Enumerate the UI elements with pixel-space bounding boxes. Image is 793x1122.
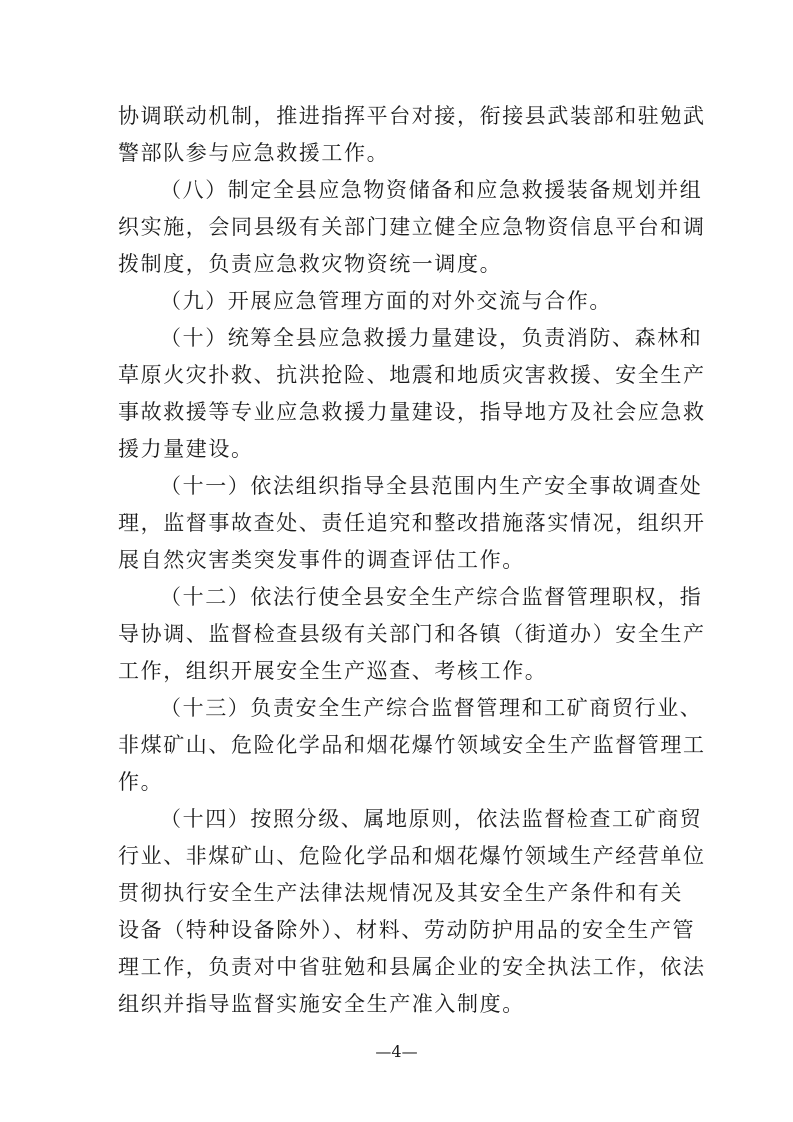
text-line: 工作，组织开展安全生产巡查、考核工作。: [118, 659, 548, 683]
text-line: 理，监督事故查处、责任追究和整改措施落实情况，组织开: [118, 511, 706, 535]
text-line: （十三）负责安全生产综合监督管理和工矿商贸行业、: [160, 696, 703, 720]
text-line: 导协调、监督检查县级有关部门和各镇（街道办）安全生产: [118, 622, 706, 646]
text-line: 非煤矿山、危险化学品和烟花爆竹领域安全生产监督管理工: [118, 733, 706, 757]
text-line: 作。: [118, 770, 164, 794]
text-line: （十二）依法行使全县安全生产综合监督管理职权，指: [160, 585, 703, 609]
text-line: 协调联动机制，推进指挥平台对接，衔接县武装部和驻勉武: [118, 104, 706, 128]
text-line: （十一）依法组织指导全县范围内生产安全事故调查处: [160, 474, 703, 498]
text-line: 理工作，负责对中省驻勉和县属企业的安全执法工作，依法: [118, 955, 706, 979]
text-line: 拨制度，负责应急救灾物资统一调度。: [118, 252, 503, 276]
text-line: 事故救援等专业应急救援力量建设，指导地方及社会应急救: [118, 400, 706, 424]
page-number: —4—: [375, 1042, 418, 1061]
text-line: （八）制定全县应急物资储备和应急救援装备规划并组: [160, 178, 703, 202]
text-line: 组织并指导监督实施安全生产准入制度。: [118, 992, 525, 1016]
text-line: 草原火灾扑救、抗洪抢险、地震和地质灾害救援、安全生产: [118, 363, 706, 387]
text-line: 行业、非煤矿山、危险化学品和烟花爆竹领域生产经营单位: [118, 844, 706, 868]
text-line: 设备（特种设备除外）、材料、劳动防护用品的安全生产管: [118, 918, 696, 942]
text-line: 织实施，会同县级有关部门建立健全应急物资信息平台和调: [118, 215, 706, 239]
text-line: （九）开展应急管理方面的对外交流与合作。: [160, 289, 612, 313]
text-line: （十四）按照分级、属地原则，依法监督检查工矿商贸: [160, 807, 703, 831]
text-line: （十）统筹全县应急救援力量建设，负责消防、森林和: [160, 326, 703, 350]
text-line: 贯彻执行安全生产法律法规情况及其安全生产条件和有关: [118, 881, 683, 905]
text-line: 警部队参与应急救援工作。: [118, 141, 390, 165]
text-line: 援力量建设。: [118, 437, 254, 461]
text-line: 展自然灾害类突发事件的调查评估工作。: [118, 548, 525, 572]
